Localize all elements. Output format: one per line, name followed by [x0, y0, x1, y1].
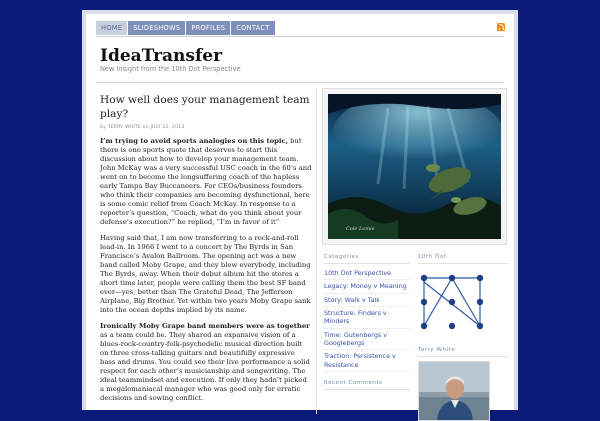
category-link[interactable]: Time: Gutenbergs v Googlebergs [324, 329, 410, 351]
nav-home[interactable]: HOME [96, 21, 127, 35]
page-frame [82, 10, 518, 410]
site-title[interactable]: IdeaTransfer [100, 46, 223, 66]
tenth-dot-heading: 10th Dot [418, 254, 508, 264]
post [100, 94, 312, 403]
nav-divider [96, 36, 504, 37]
categories-list [324, 267, 410, 372]
nav-profiles[interactable]: PROFILES [186, 21, 230, 35]
post-paragraph: Having said that, I am now transferring to a rock-and-roll lead-in. In 1966 I went to a concert by The Byrds in San Francisco’s Avalon Ballroom. The opening act was a new band called Moby Grape, and they blew everybody, including The Byrds, away. When their debut album hit the stores a short time later, people were calling them the best SF band ever—yes, better than The Grateful Dead, The Jefferson Airplane, Big Brother. Yet within two years Moby Grape sank into the ocean depths implied by its name. [100, 233, 311, 315]
nine-dot-puzzle-icon[interactable] [418, 268, 488, 333]
category-link[interactable]: Story: Walk v Talk [324, 294, 410, 307]
header-divider [96, 82, 504, 83]
post-bold-lead: I’m trying to avoid sports analogies on this topic, [100, 136, 288, 145]
author-portrait [418, 361, 490, 421]
nav-slideshows[interactable]: SLIDESHOWS [128, 21, 185, 35]
post-title[interactable]: How well does your management team play? [100, 94, 310, 120]
site-tagline: New Insight from the 10th Dot Perspective [100, 65, 241, 73]
post-bold-lead: Ironically Moby Grape band members were as together [100, 322, 310, 331]
nav-contact[interactable]: CONTACT [231, 21, 274, 35]
post-meta: by TERRY WHITE on JULY 22, 2013 [100, 124, 185, 130]
top-navigation [96, 21, 276, 35]
category-link[interactable]: Legacy: Money v Meaning [324, 280, 410, 293]
column-divider [316, 88, 317, 414]
post-text: but there is one sports quote that deserves to start this discussion about how to develop your management team. John McKay was a very successful USC coach in the 60’s and went on to become the longsuffering coach of the hapless early Tampa Bay Buccaneers. For CEOs/business founders who think their companies are becoming dysfunctional, here is some comic relief from Coach McKay. In response to a reporter’s question, “Coach, what do you think about your defense’s execution?” he replied, “I’m in favor of it” [100, 136, 312, 226]
sidebar-left [324, 254, 410, 390]
sidebar-right [418, 254, 508, 421]
categories-heading: Categories [324, 254, 410, 264]
svg-text:Cole Lemie: Cole Lemie [346, 226, 375, 232]
post-text: as a team could be. They shared an expansive vision of a blues-rock-country-folk-psychedelic musical direction built on three cross-talking guitars and beautifully expressive bass and drums. You could see their live performance a solid respect for each other’s musicianship and songwriting. The ideal teammindset and execution. If only they hadn’t picked a megalomaniacal manager who was good only for erratic decisions and sowing conflict. [100, 331, 310, 403]
sea-turtle-painting [328, 94, 501, 239]
category-link[interactable]: Traction: Persistence v Resistance [324, 350, 410, 372]
featured-image [322, 88, 507, 245]
rss-icon[interactable] [497, 23, 505, 31]
post-paragraph [100, 137, 312, 227]
post-paragraph [100, 322, 312, 403]
author-heading: Terry White [418, 347, 508, 357]
recent-comments-heading: Recent Comments [324, 380, 410, 390]
category-link[interactable]: 10th Dot Perspective [324, 267, 410, 280]
category-link[interactable]: Structure: Finders v Minders [324, 307, 410, 329]
